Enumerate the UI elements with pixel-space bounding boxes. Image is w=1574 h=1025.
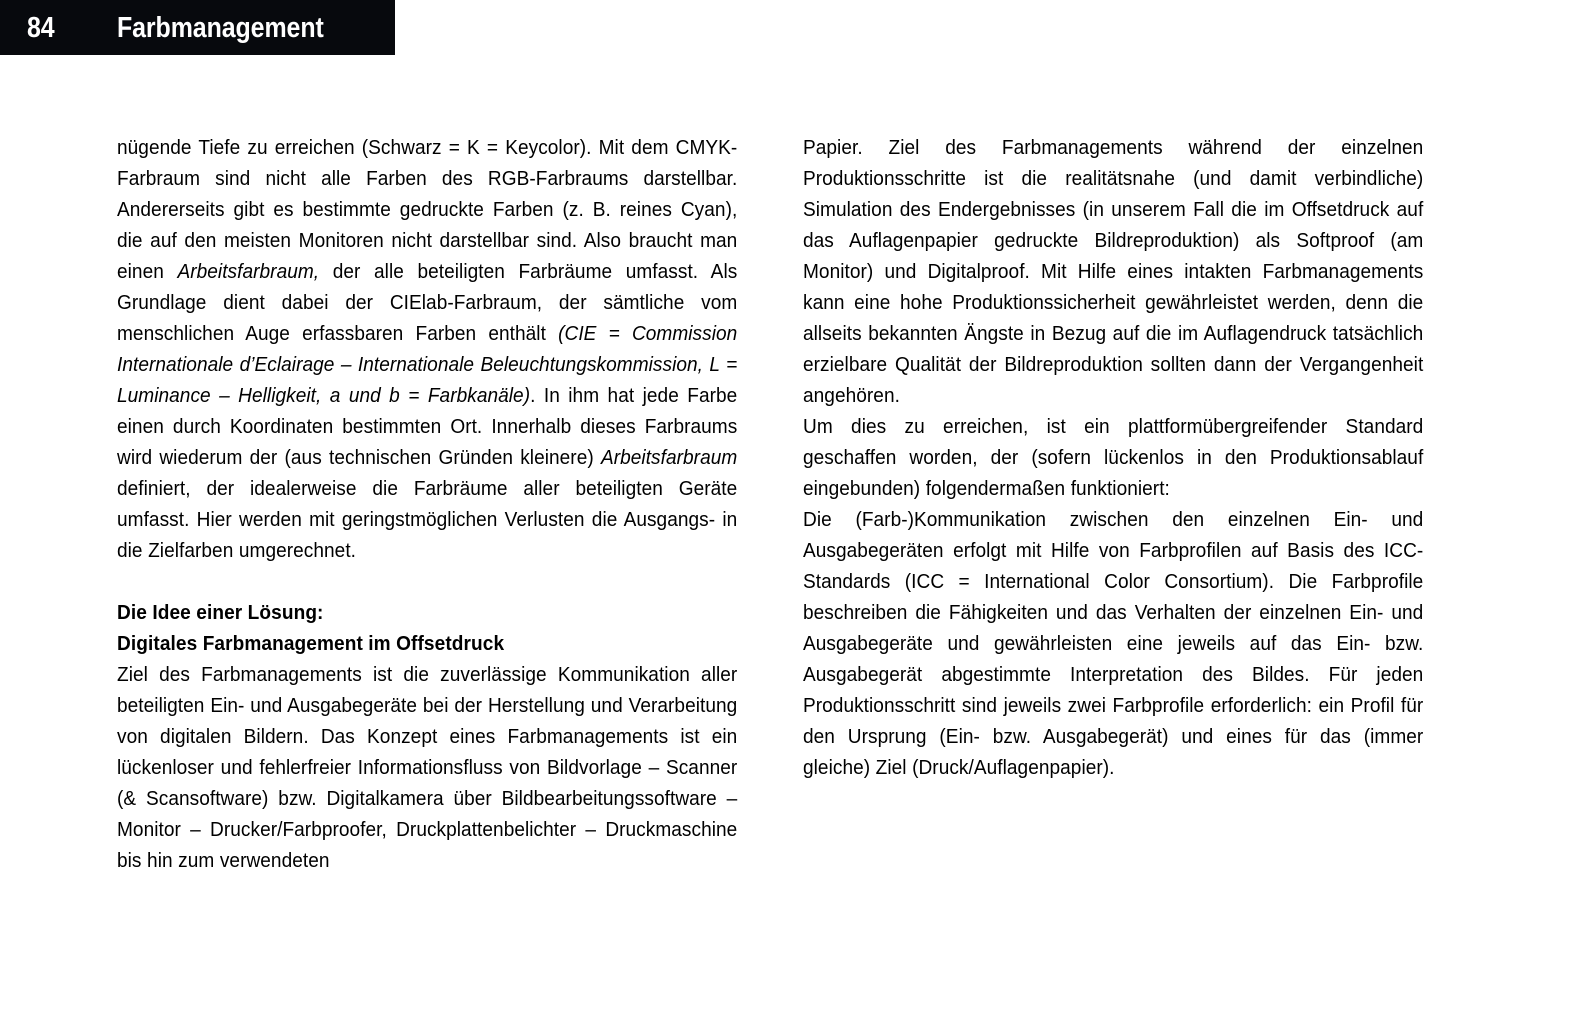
emphasis-arbeitsfarbraum-1: Arbeitsfarbraum, [177, 260, 320, 283]
text-column-right [803, 132, 1423, 783]
heading-spacer [117, 566, 737, 597]
paragraph-left-1-segment-d: definiert, der idealerweise die Farbräume aller beteiligten Geräte umfasst. Hier werden mit geringstmöglichen Verlusten die Ausgangs- in die Zielfarben umgerechnet. [117, 477, 738, 562]
paragraph-left-2: Ziel des Farbmanagements ist die zuverlässige Kommunikation aller beteiligten Ein- und Ausgabegeräte bei der Herstellung und Verarbeitung von digitalen Bildern. Das Konzept eines Farbmanagements ist ein lückenloser und fehlerfreier Informationsfluss von Bildvorlage – Scanner (& Scansoftware) bzw. Digitalkamera über Bildbearbeitungssoftware – Monitor – Drucker/Farbproofer, Druckplattenbelichter – Druckmaschine bis hin zum verwendeten [117, 663, 738, 872]
page-number: 84 [27, 12, 55, 44]
paragraph-right-3: Die (Farb-)Kommunikation zwischen den einzelnen Ein- und Ausgabegeräten erfolgt mit Hilfe von Farbprofilen auf Basis des ICC-Standards (ICC = International Color Consortium). Die Farbprofile beschreiben die Fähigkeiten und das Verhalten der einzelnen Ein- und Ausgabegeräte und gewährleisten eine jeweils auf das Ein- bzw. Ausgabegerät abgestimmte Interpretation des Bildes. Für jeden Produktionsschritt sind jeweils zwei Farbprofile erforderlich: ein Profil für den Ursprung (Ein- bzw. Ausgabegerät) und eines für das (immer gleiche) Ziel (Druck/Auflagenpapier). [803, 508, 1424, 779]
paragraph-left-1-segment-b: der alle beteiligten Farbräume umfasst. Als Grundlage dient dabei der CIElab-Farbraum, der sämtliche vom menschlichen Auge erfassbaren Farben enthält [117, 260, 738, 345]
emphasis-cie-definition: (CIE = Commission Internationale d’Eclairage – Internationale Beleuchtungskommission, L = Luminance – Helligkeit, a und b = Farbkanäle) [117, 322, 738, 407]
paragraph-right-2: Um dies zu erreichen, ist ein plattformübergreifender Standard geschaffen worden, der (sofern lückenlos in den Produktionsablauf eingebunden) folgendermaßen funktioniert: [803, 415, 1424, 500]
section-heading-line-1: Die Idee einer Lösung: [117, 601, 324, 624]
page-header-bar [0, 0, 395, 55]
paragraph-left-1-segment-a: nügende Tiefe zu erreichen (Schwarz = K = Keycolor). Mit dem CMYK-Farbraum sind nicht alle Farben des RGB-Farbraums darstellbar. Andererseits gibt es bestimmte gedruckte Farben (z. B. reines Cyan), die auf den meisten Monitoren nicht darstellbar sind. Also braucht man einen [117, 136, 738, 283]
paragraph-left-1-segment-c: . In ihm hat jede Farbe einen durch Koordinaten bestimmten Ort. Innerhalb dieses Farbraums wird wiederum der (aus technischen Gründen kleinere) [117, 384, 738, 469]
chapter-title: Farbmanagement [117, 12, 324, 44]
emphasis-arbeitsfarbraum-2: Arbeitsfarbraum [600, 446, 738, 469]
paragraph-left-1 [117, 132, 737, 566]
text-column-left [117, 132, 737, 876]
paragraph-right-1: Papier. Ziel des Farbmanagements während der einzelnen Produktionsschritte ist die realitätsnahe (und damit verbindliche) Simulation des Endergebnisses (in unserem Fall die im Offsetdruck auf das Auflagenpapier gedruckte Bildreproduktion) als Softproof (am Monitor) und Digitalproof. Mit Hilfe eines intakten Farbmanagements kann eine hohe Produktionssicherheit gewährleistet werden, denn die allseits bekannten Ängste in Bezug auf die im Auflagendruck tatsächlich erzielbare Qualität der Bildreproduktion sollten dann der Vergangenheit angehören. [803, 136, 1424, 407]
section-heading-line-2: Digitales Farbmanagement im Offsetdruck [117, 632, 505, 655]
